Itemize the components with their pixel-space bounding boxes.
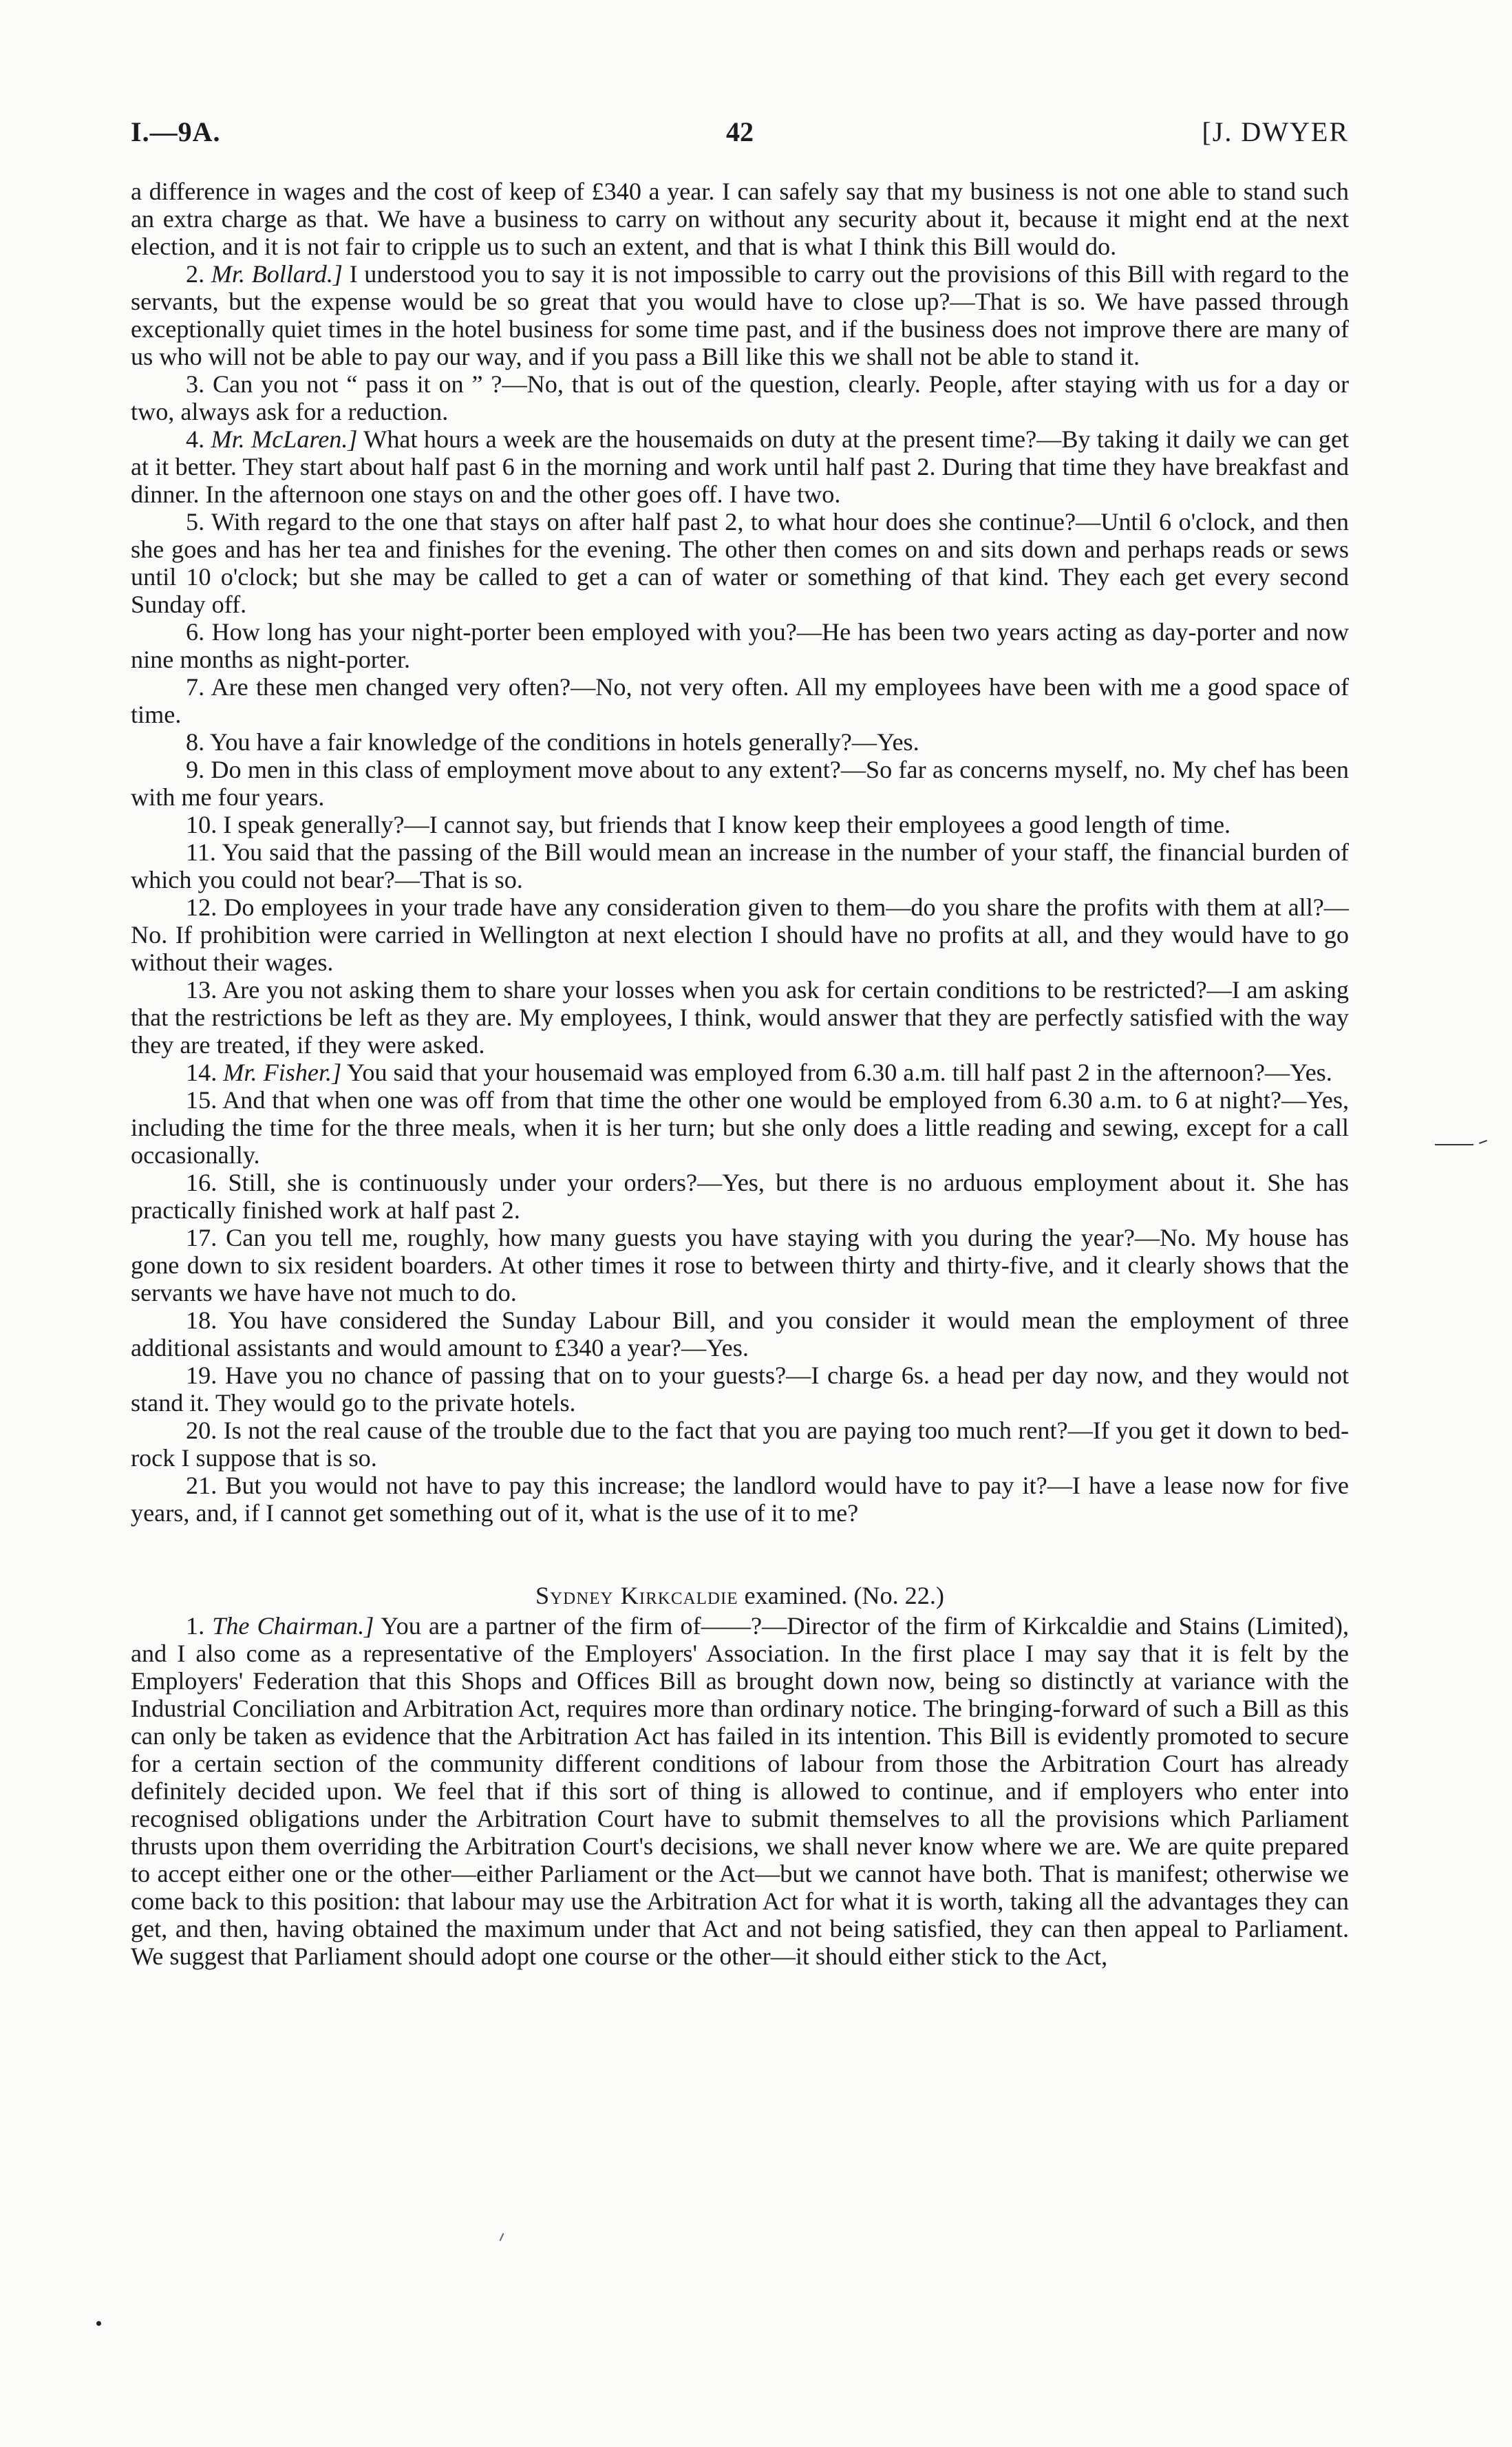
question-number: 1. [186,1612,205,1640]
question-answer-text: Still, she is continuously under your orders?—Yes, but there is no arduous employment about it. She has practically finished work at half past 2. [131,1169,1349,1224]
question-paragraph [131,1059,1349,1086]
question-answer-text: Are you not asking them to share your losses when you ask for certain conditions to be restricted?—I am asking that the restrictions be left as they are. My employees, I think, would answer that they are perfectly satisfied with the way they are treated, if they were asked. [131,976,1349,1059]
question-paragraph [131,811,1349,838]
question-answer-text: I understood you to say it is not impossible to carry out the provisions of this Bill with regard to the servants, but the expense would be so great that you would have to close up?—That is so. We have passed through exceptionally quiet times in the hotel business for some time past, and if the business does not improve there are many of us who will not be able to pay our way, and if you pass a Bill like this we shall not be able to stand it. [131,260,1350,370]
question-answer-text: You are a partner of the firm of——?—Director of the firm of Kirkcaldie and Stains (Limited), and I also come as a representative of the Employers' Association. In the first place I may say that it is felt by the Employers' Federation that this Shops and Offices Bill as brought down now, being so distinctly at variance with the Industrial Conciliation and Arbitration Act, requires more than ordinary notice. The bringing-forward of such a Bill as this can only be taken as evidence that the Arbitration Act has failed in its intention. This Bill is evidently promoted to secure for a certain section of the community different conditions of labour from those the Arbitration Court has already definitely decided upon. We feel that if this sort of thing is allowed to continue, and if employers who enter into recognised obligations under the Arbitration Court have to submit themselves to all the provisions which Parliament thrusts upon them overriding the Arbitration Court's decisions, we shall never know where we are. We are quite prepared to accept either one or the other—either Parliament or the Act—but we cannot have both. That is manifest; otherwise we come back to this position: that labour may use the Arbitration Act for what it is worth, taking all the advantages they can get, and then, having obtained the maximum under that Act and not being satisfied, they can then appeal to Parliament. We suggest that Parliament should adopt one course or the other—it should either stick to the Act, [131,1612,1349,1970]
stray-ink-dot [96,2321,101,2326]
question-answer-text: You have considered the Sunday Labour Bill, and you consider it would mean the employment of three additional assistants and would amount to £340 a year?—Yes. [131,1306,1349,1362]
question-paragraph [131,1224,1349,1306]
question-paragraph [131,1612,1349,1970]
question-paragraph [131,1306,1349,1362]
margin-dash [1435,1144,1473,1145]
continued-paragraph [131,178,1349,260]
question-number: 14. [186,1059,217,1086]
question-paragraph [131,260,1349,370]
section-paragraph-list [131,1612,1349,1970]
question-number: 7. [186,673,205,701]
page-header [131,116,1349,157]
margin-tick [1479,1140,1487,1144]
question-number: 10. [186,811,217,838]
evidence-text [131,178,1349,1970]
question-paragraph [131,893,1349,976]
question-number: 13. [186,976,217,1004]
section-heading [131,1582,1349,1609]
question-answer-text: I speak generally?—I cannot say, but friends that I know keep their employees a good length of time. [223,811,1231,838]
question-number: 5. [186,508,205,536]
question-answer-text: Is not the real cause of the trouble due to the fact that you are paying too much rent?—If you get it down to bed-rock I suppose that is so. [131,1417,1350,1472]
question-number: 18. [186,1306,217,1334]
question-paragraph [131,673,1349,728]
question-paragraph [131,838,1349,893]
question-answer-text: And that when one was off from that time the other one would be employed from 6.30 a.m. to 6 at night?—Yes, including the time for the three meals, when it is her turn; but she only does a little reading and sewing, except for a call occasionally. [131,1086,1349,1169]
question-paragraph [131,1362,1349,1417]
question-answer-text: With regard to the one that stays on after half past 2, to what hour does she continue?—Until 6 o'clock, and then she goes and has her tea and finishes for the evening. The other then comes on and sits down and perhaps reads or sews until 10 o'clock; but she may be called to get a can of water or something of that kind. They each get every second Sunday off. [131,508,1349,618]
question-number: 3. [186,370,205,398]
stray-ink-mark [500,2233,504,2241]
question-answer-text: Do men in this class of employment move about to any extent?—So far as concerns myself, no. My chef has been with me four years. [131,756,1350,811]
question-answer-text: You said that the passing of the Bill would mean an increase in the number of your staff, the financial burden of which you could not bear?—That is so. [131,838,1349,893]
question-answer-text: Can you tell me, roughly, how many guests you have staying with you during the year?—No. My house has gone down to six resident boarders. At other times it rose to between thirty and thirty-five, and it clearly shows that the servants we have have not much to do. [131,1224,1350,1306]
witness-name: [J. DWYER [1202,116,1349,147]
speaker-name: Mr. Bollard.] [211,260,343,288]
question-paragraph [131,618,1349,673]
question-paragraph [131,1086,1349,1169]
question-answer-text: What hours a week are the housemaids on duty at the present time?—By taking it daily we can get at it better. They start about half past 6 in the morning and work until half past 2. During that time they have breakfast and dinner. In the afternoon one stays on and the other goes off. I have two. [131,425,1350,508]
question-number: 19. [186,1362,217,1389]
witness-heading-rest: examined. [744,1582,848,1609]
question-number: 11. [186,838,216,866]
question-paragraph [131,1417,1349,1472]
question-answer-text: Do employees in your trade have any consideration given to them—do you share the profits with them at all?—No. If prohibition were carried in Wellington at next election I should have no profits at all, and they would have to go without their wages. [131,893,1349,976]
paragraph-list [131,178,1349,1527]
question-number: 12. [186,893,217,921]
question-number: 21. [186,1472,217,1499]
question-paragraph [131,425,1349,508]
question-answer-text: You said that your housemaid was employed from 6.30 a.m. till half past 2 in the afternoon?—Yes. [346,1059,1332,1086]
question-number: 20. [186,1417,217,1444]
question-paragraph [131,728,1349,756]
question-answer-text: But you would not have to pay this increase; the landlord would have to pay it?—I have a lease now for five years, and, if I cannot get something out of it, what is the use of it to me? [131,1472,1349,1527]
question-paragraph [131,370,1349,425]
question-number: 15. [186,1086,217,1114]
question-number: 17. [186,1224,217,1251]
question-answer-text: How long has your night-porter been employed with you?—He has been two years acting as day-porter and now nine months as night-porter. [131,618,1350,673]
question-number: 4. [186,425,205,453]
question-number: 9. [186,756,205,783]
question-answer-text: You have a fair knowledge of the conditions in hotels generally?—Yes. [209,728,919,756]
question-number: 6. [186,618,205,646]
question-answer-text: Are these men changed very often?—No, not very often. All my employees have been with me a good space of time. [131,673,1349,728]
witness-heading-name: Sydney Kirkcaldie [535,1582,738,1609]
speaker-name: Mr. McLaren.] [211,425,358,453]
paper-reference: I.—9A. [131,116,221,147]
question-answer-text: Can you not “ pass it on ” ?—No, that is out of the question, clearly. People, after staying with us for a day or two, always ask for a reduction. [131,370,1349,425]
paragraph-text: a difference in wages and the cost of keep of £340 a year. I can safely say that my business is not one able to stand such an extra charge as that. We have a business to carry on without any security about it, because it might end at the next election, and it is not fair to cripple us to such an extent, and that is what I think this Bill would do. [131,178,1349,260]
question-number: 2. [186,260,205,288]
margin-mark [1435,1144,1490,1147]
question-paragraph [131,756,1349,811]
question-number: 8. [186,728,205,756]
speaker-name: The Chairman.] [212,1612,374,1640]
question-paragraph [131,508,1349,618]
question-answer-text: Have you no chance of passing that on to your guests?—I charge 6s. a head per day now, and they would not stand it. They would go to the private hotels. [131,1362,1350,1417]
question-paragraph [131,976,1349,1059]
witness-heading-number: (No. 22.) [853,1582,944,1609]
speaker-name: Mr. Fisher.] [223,1059,342,1086]
question-number: 16. [186,1169,217,1196]
question-paragraph [131,1169,1349,1224]
page-number: 42 [726,116,754,147]
question-paragraph [131,1472,1349,1527]
